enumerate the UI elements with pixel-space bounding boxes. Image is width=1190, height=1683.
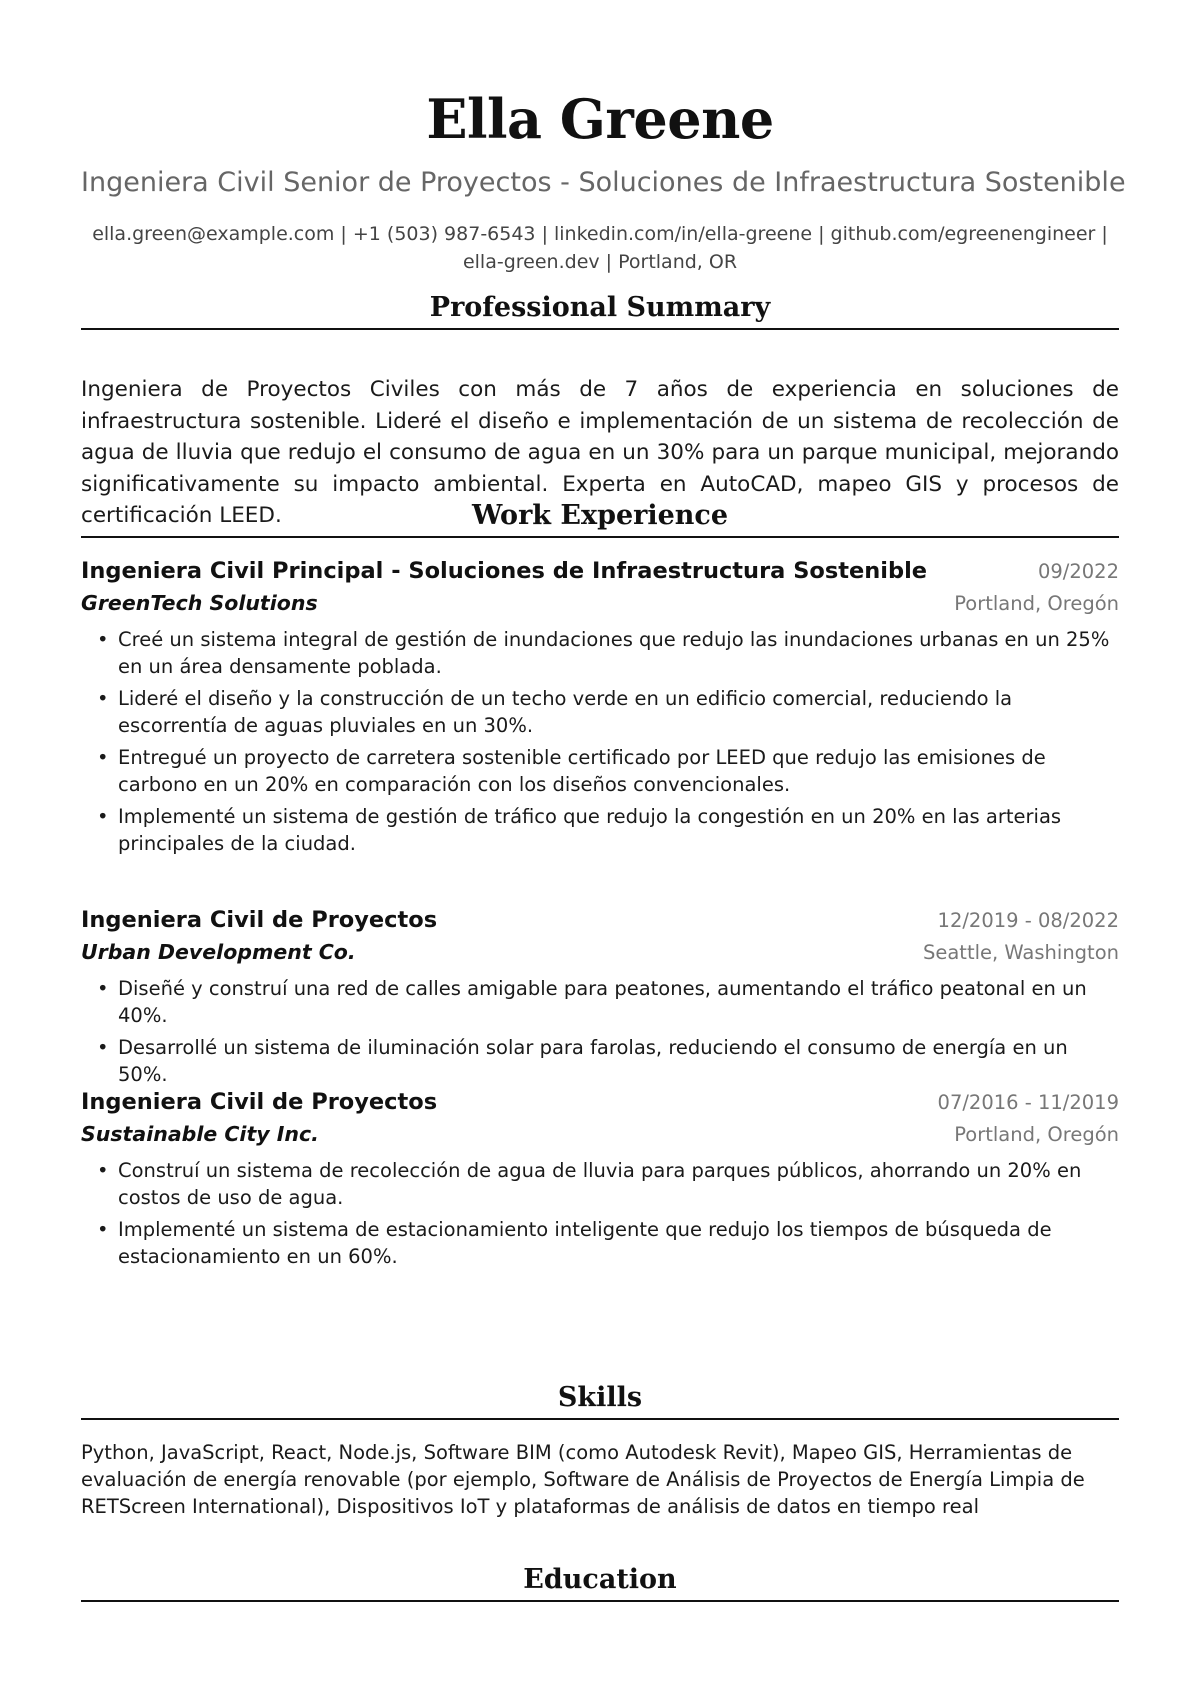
bullet-icon: • <box>97 977 109 1000</box>
contact-line: ella-green.dev | Portland, OR <box>462 251 738 273</box>
job-location: Seattle, Washington <box>922 941 1119 964</box>
section-title-summary: Professional Summary <box>81 290 1119 330</box>
candidate-headline: Ingeniera Civil Senior de Proyectos - Soluciones de Infraestructura Sostenible <box>81 167 1126 198</box>
job-bullet: • Diseñé y construí una red de calles amigable para peatones, aumentando el tráfico peatonal en un 40%. <box>97 977 1087 1027</box>
job-bullets <box>81 627 1119 857</box>
job-bullet: • Construí un sistema de recolección de agua de lluvia para parques públicos, ahorrando un 20% en costos de uso de agua. <box>97 1159 1082 1209</box>
contact-line: ella.green@example.com | +1 (503) 987-6543 | linkedin.com/in/ella-greene | github.com/egreenengineer | <box>92 223 1108 245</box>
job-bullet: • Implementé un sistema de gestión de tráfico que redujo la congestión en un 20% en las arterias principales de la ciudad. <box>97 805 1062 855</box>
skills-text: Python, JavaScript, React, Node.js, Software BIM (como Autodesk Revit), Mapeo GIS, Herramientas de evaluación de energía renovable (por ejemplo, Software de Análisis de Proyectos de Energía Limpia de RETScreen International), Dispositivos IoT y plataformas de análisis de datos en tiempo real <box>81 1441 1085 1518</box>
section-title-skills: Skills <box>81 1380 1119 1420</box>
section-title-education: Education <box>81 1562 1119 1602</box>
contact-info <box>81 220 1119 276</box>
company-name: GreenTech Solutions <box>81 591 318 615</box>
candidate-name: Ella Greene <box>426 87 774 151</box>
section-title-experience: Work Experience <box>81 498 1119 538</box>
job-bullet: • Desarrollé un sistema de iluminación solar para farolas, reduciendo el consumo de energía en un 50%. <box>97 1036 1068 1086</box>
job-title: Ingeniera Civil de Proyectos <box>81 907 438 933</box>
bullet-icon: • <box>97 628 109 651</box>
job-entry <box>81 1086 1119 1276</box>
job-bullet: • Entregué un proyecto de carretera sostenible certificado por LEED que redujo las emisiones de carbono en un 20% en comparación con los diseños convencionales. <box>97 746 1046 796</box>
company-name: Sustainable City Inc. <box>81 1122 319 1146</box>
job-bullets <box>81 976 1119 1088</box>
job-entry <box>81 555 1119 863</box>
job-location: Portland, Oregón <box>954 592 1119 615</box>
job-title: Ingeniera Civil Principal - Soluciones de Infraestructura Sostenible <box>81 558 928 584</box>
bullet-icon: • <box>97 1218 109 1241</box>
job-bullet: • Creé un sistema integral de gestión de inundaciones que redujo las inundaciones urbanas en un 25% en un área densamente poblada. <box>97 628 1110 678</box>
job-date: 09/2022 <box>1037 560 1119 583</box>
bullet-icon: • <box>97 805 109 828</box>
job-bullet: • Implementé un sistema de estacionamiento inteligente que redujo los tiempos de búsqueda de estacionamiento en un 60%. <box>97 1218 1052 1268</box>
job-location: Portland, Oregón <box>954 1123 1119 1146</box>
job-date: 07/2016 - 11/2019 <box>937 1091 1119 1114</box>
bullet-icon: • <box>97 746 109 769</box>
bullet-icon: • <box>97 1036 109 1059</box>
job-bullet: • Lideré el diseño y la construcción de un techo verde en un edificio comercial, reduciendo la escorrentía de aguas pluviales en un 30%. <box>97 687 1013 737</box>
job-date: 12/2019 - 08/2022 <box>937 909 1119 932</box>
bullet-icon: • <box>97 1159 109 1182</box>
job-title: Ingeniera Civil de Proyectos <box>81 1089 438 1115</box>
company-name: Urban Development Co. <box>81 940 356 964</box>
summary-text: Ingeniera de Proyectos Civiles con más de 7 años de experiencia en soluciones de infraestructura sostenible. Lideré el diseño e implementación de un sistema de recolección de agua de lluvia que redujo el consumo de agua en un 30% para un parque municipal, mejorando significativamente su impacto ambiental. Experta en AutoCAD, mapeo GIS y procesos de certificación LEED. <box>81 377 1119 528</box>
job-entry <box>81 904 1119 1094</box>
bullet-icon: • <box>97 687 109 710</box>
job-bullets <box>81 1158 1119 1270</box>
